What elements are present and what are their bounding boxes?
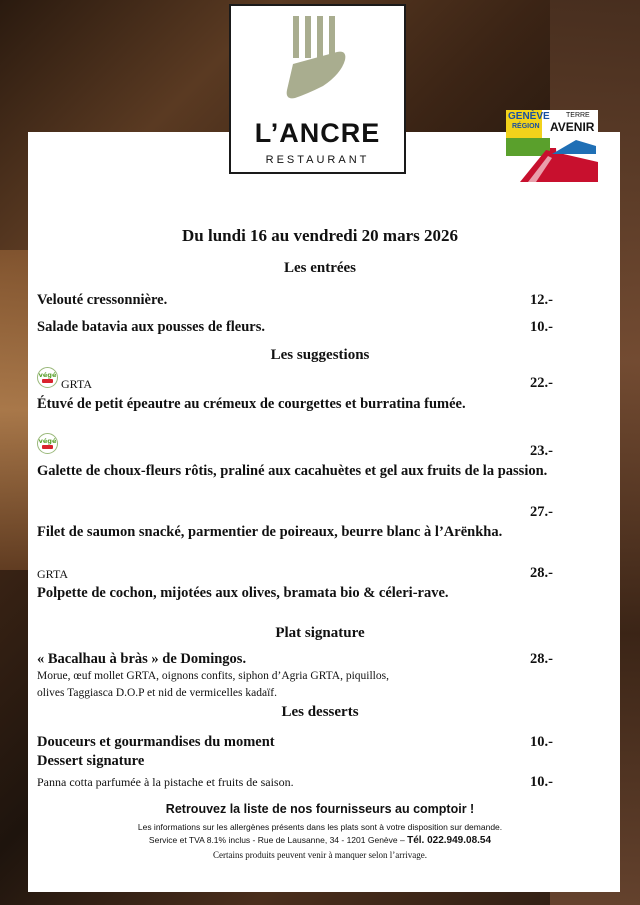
service-info: [0, 835, 640, 846]
geneve-line1: GENÈVE: [508, 111, 550, 122]
dish-name: Douceurs et gourmandises du moment: [37, 734, 275, 750]
geneve-region-logo: [506, 110, 598, 182]
dish-name: Salade batavia aux pousses de fleurs.: [37, 319, 266, 335]
dish-price: 10.-: [530, 774, 553, 790]
dish-description: Panna cotta parfumée à la pistache et fruits de saison.: [37, 775, 294, 789]
dish-name: Dessert signature: [37, 753, 145, 769]
section-title-signature: Plat signature: [275, 625, 365, 641]
badge-label: végé: [38, 371, 57, 379]
dish-price: 27.-: [530, 504, 553, 520]
geneve-line3: TERRE: [566, 112, 590, 119]
brand-name: L’ANCRE: [254, 118, 381, 148]
dish-price: 10.-: [530, 319, 553, 335]
dish-name: Étuvé de petit épeautre au crémeux de courgettes et burratina fumée.: [37, 396, 466, 412]
dish-name: Galette de choux-fleurs rôtis, praliné aux cacahuètes et gel aux fruits de la passion.: [37, 463, 548, 479]
allergens-notice: Les informations sur les allergènes présents dans les plats sont à votre disposition sur demande.: [137, 822, 503, 832]
dish-name: « Bacalhau à bràs » de Domingos.: [37, 651, 247, 667]
dish-name: Filet de saumon snacké, parmentier de poireaux, beurre blanc à l’Arënkha.: [37, 524, 503, 540]
dish-description: Morue, œuf mollet GRTA, oignons confits, siphon d’Agria GRTA, piquillos,: [37, 670, 389, 682]
dish-name: Velouté cressonnière.: [37, 292, 168, 308]
geneve-line2: RÉGION: [512, 123, 540, 130]
suppliers-notice: Retrouvez la liste de nos fournisseurs au comptoir !: [165, 802, 475, 816]
brand-subtitle: RESTAURANT: [265, 154, 370, 166]
fork-logo-icon: [283, 14, 357, 114]
dish-price: 22.-: [530, 375, 553, 391]
section-title-desserts: Les desserts: [281, 704, 359, 720]
dish-name: Polpette de cochon, mijotées aux olives, bramata bio & céleri-rave.: [37, 585, 449, 601]
service-address: Service et TVA 8.1% inclus - Rue de Lausanne, 34 - 1201 Genève –: [148, 835, 405, 845]
availability-note: Certains produits peuvent venir à manquer selon l’arrivage.: [213, 850, 427, 860]
dish-description: olives Taggiasca D.O.P et nid de vermicelles kadaïf.: [37, 687, 277, 699]
geneve-line4: AVENIR: [550, 120, 595, 134]
restaurant-logo: [229, 4, 406, 174]
section-title-entrees: Les entrées: [283, 260, 357, 276]
dish-price: 10.-: [530, 734, 553, 750]
badge-label: végé: [38, 437, 57, 445]
grta-label: GRTA: [37, 567, 68, 581]
grta-label: GRTA: [61, 377, 92, 391]
date-range: Du lundi 16 au vendredi 20 mars 2026: [182, 226, 458, 245]
dish-price: 28.-: [530, 651, 553, 667]
dish-price: 23.-: [530, 443, 553, 459]
vegetarian-badge-icon: [37, 433, 58, 454]
dish-price: 28.-: [530, 565, 553, 581]
dish-price: 12.-: [530, 292, 553, 308]
phone-number: Tél. 022.949.08.54: [407, 835, 492, 846]
section-title-suggestions: Les suggestions: [270, 347, 370, 363]
vegetarian-badge-icon: [37, 367, 58, 388]
